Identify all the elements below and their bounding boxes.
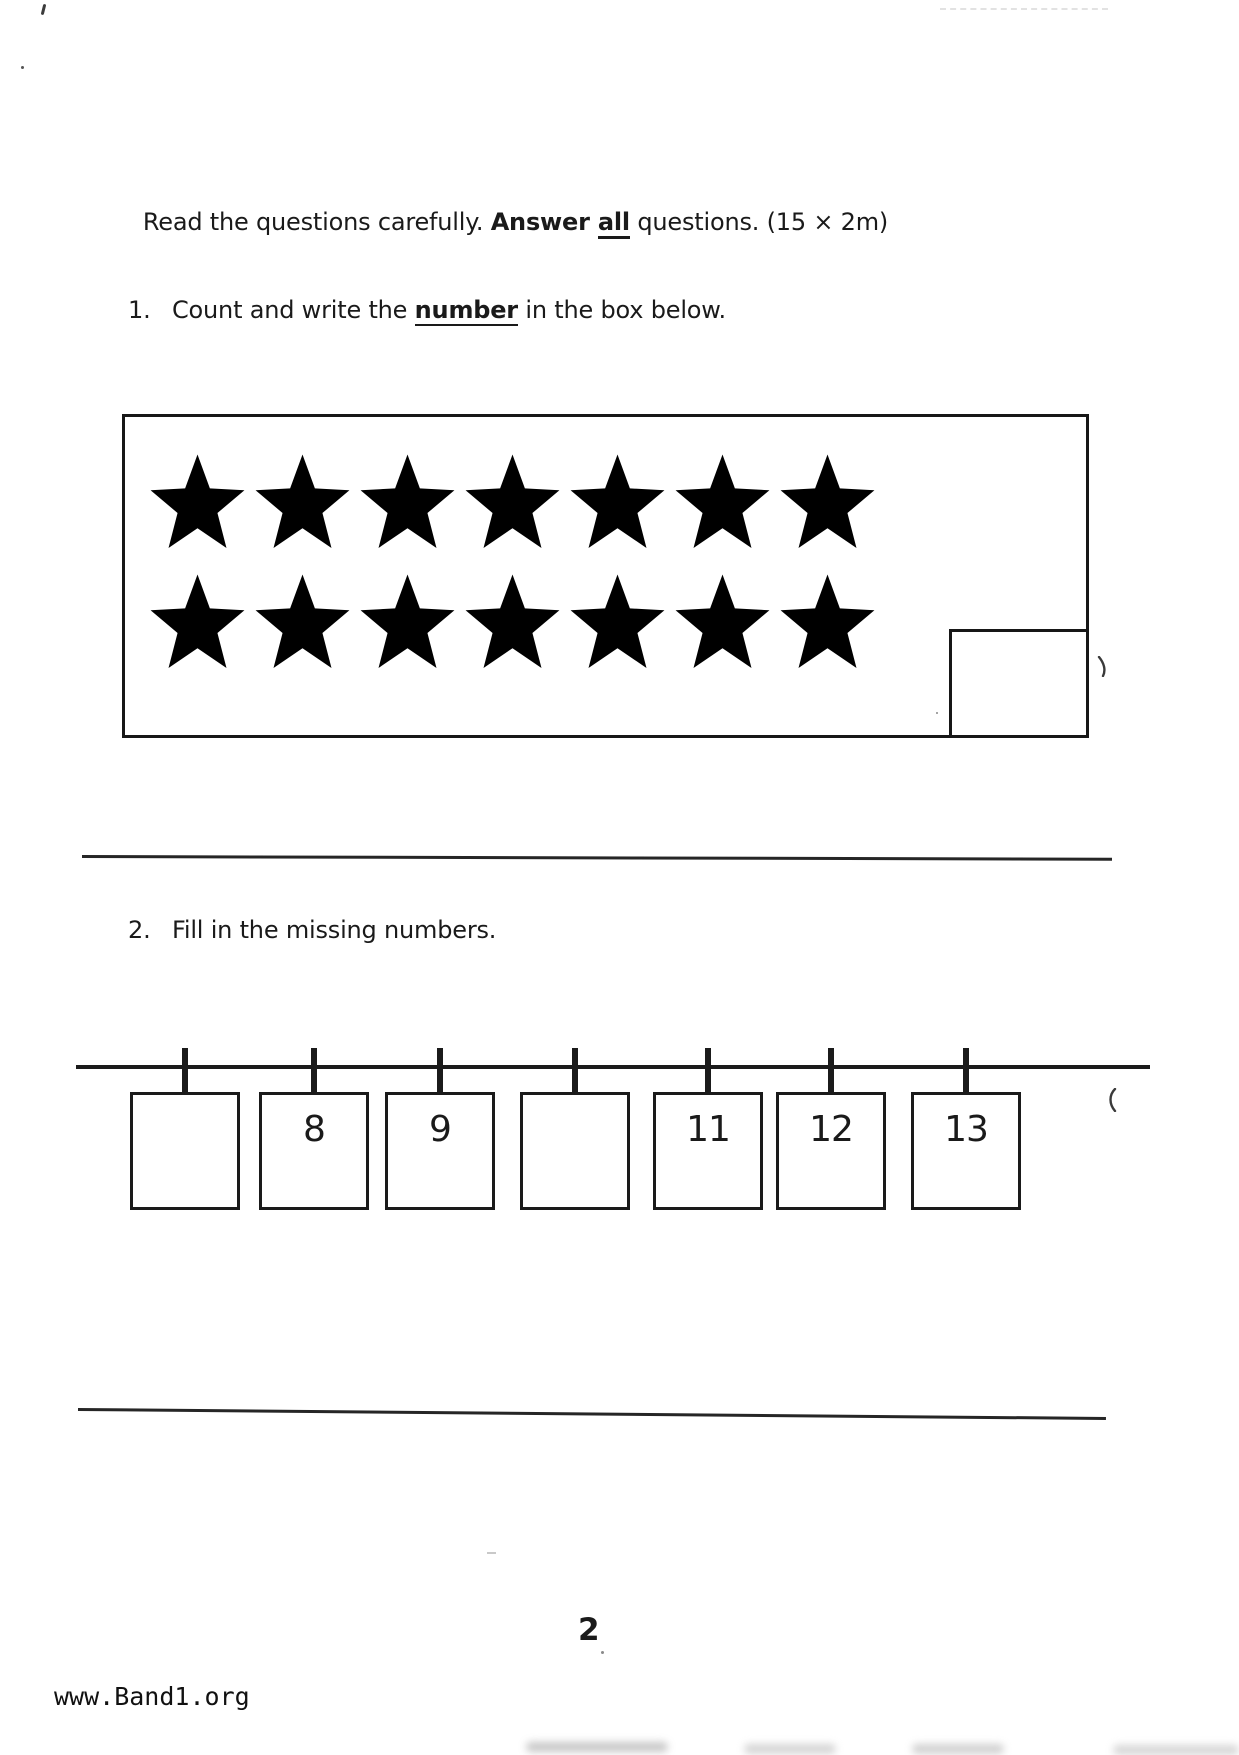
number-line-axis (76, 1065, 1150, 1069)
missing-number-box[interactable] (520, 1092, 630, 1210)
tick-mark (437, 1048, 443, 1095)
scan-artifact-dash (487, 1552, 496, 1554)
star-row (145, 449, 880, 559)
star-outline-icon (565, 449, 670, 559)
star-outline-icon (775, 569, 880, 679)
star-outline-icon (775, 449, 880, 559)
number-box (385, 1092, 495, 1210)
scan-artifact-dot (936, 712, 938, 714)
separator-line-2 (78, 1408, 1106, 1420)
instruction-answer: Answer (490, 208, 598, 236)
question-1-text: Count and write the number in the box below. (172, 296, 726, 324)
instruction-rest: questions. (15 × 2m) (629, 208, 889, 236)
question-1 (128, 296, 726, 324)
scan-artifact-tick (41, 4, 47, 15)
number-box (911, 1092, 1021, 1210)
question-2 (128, 916, 496, 944)
number-box-value: 9 (429, 1109, 451, 1150)
number-box-value: 13 (944, 1109, 988, 1150)
scan-artifact-smudge (526, 1742, 668, 1752)
separator-line-1 (82, 855, 1112, 861)
question-1-number: 1. (128, 296, 151, 324)
missing-number-box[interactable] (130, 1092, 240, 1210)
star-outline-icon (145, 569, 250, 679)
number-box (259, 1092, 369, 1210)
star-outline-icon (670, 449, 775, 559)
number-box-value: 11 (686, 1109, 730, 1150)
scan-artifact-smudge (744, 1744, 836, 1754)
instruction-all: all (598, 208, 630, 239)
tick-mark (311, 1048, 317, 1095)
number-box (776, 1092, 886, 1210)
scan-artifact-dot (21, 66, 24, 69)
star-outline-icon (145, 449, 250, 559)
instruction-read: Read the questions carefully. (142, 208, 491, 236)
scan-artifact-dot (601, 1651, 604, 1654)
star-outline-icon (670, 569, 775, 679)
star-outline-icon (460, 569, 565, 679)
tick-mark (182, 1048, 188, 1095)
star-outline-icon (250, 449, 355, 559)
question-2-text: Fill in the missing numbers. (172, 916, 497, 944)
scan-artifact-hook (1106, 1088, 1118, 1112)
header-instruction (128, 180, 888, 236)
website-url: www.Band1.org (54, 1682, 250, 1711)
star-row (145, 569, 880, 679)
question-1-keyword: number (414, 296, 518, 324)
page-number: 2 (578, 1612, 600, 1648)
number-box-value: 12 (809, 1109, 853, 1150)
star-outline-icon (355, 449, 460, 559)
tick-mark (705, 1048, 711, 1095)
star-outline-icon (565, 569, 670, 679)
scan-artifact-smudge (912, 1744, 1004, 1754)
number-box (653, 1092, 763, 1210)
star-box (122, 414, 1089, 738)
question-2-number: 2. (128, 916, 151, 944)
tick-mark (828, 1048, 834, 1095)
star-outline-icon (460, 449, 565, 559)
q1-answer-box[interactable] (949, 629, 1089, 738)
star-outline-icon (355, 569, 460, 679)
number-box-value: 8 (303, 1109, 325, 1150)
star-outline-icon (250, 569, 355, 679)
tick-mark (963, 1048, 969, 1095)
scan-artifact-hook (1096, 656, 1108, 677)
scan-artifact-dotted-line (940, 8, 1108, 10)
star-grid (145, 449, 880, 689)
tick-mark (572, 1048, 578, 1095)
